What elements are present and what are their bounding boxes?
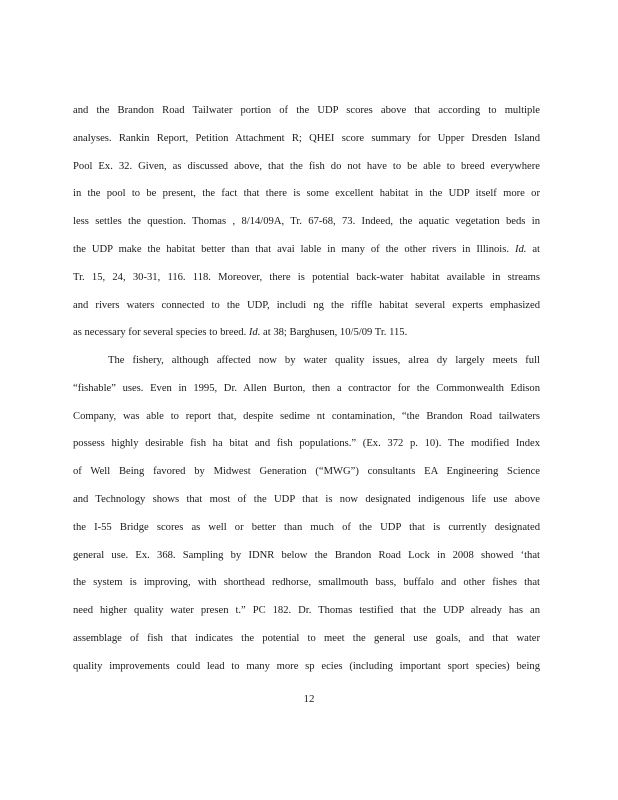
text-line: “fishable” uses. Even in 1995, Dr. Allen Burton, then a contractor for the Commonwealth Edison bbox=[73, 382, 540, 394]
text-line: the I-55 Bridge scores as well or better than much of the UDP that is currently designated bbox=[73, 521, 540, 533]
text-line: of Well Being favored by Midwest Generation (“MWG”) consultants EA Engineering Science bbox=[73, 466, 540, 478]
text-line: analyses. Rankin Report, Petition Attachment R; QHEI score summary for Upper Dresden Island bbox=[73, 132, 540, 144]
text-line: need higher quality water presen t.” PC 182. Dr. Thomas testified that the UDP already has an bbox=[73, 605, 540, 617]
text-line: and rivers waters connected to the UDP, includi ng the riffle habitat several experts emphasized bbox=[73, 299, 540, 311]
text-line: Tr. 15, 24, 30-31, 116. 118. Moreover, there is potential back-water habitat available in streams bbox=[73, 271, 540, 283]
text-line: assemblage of fish that indicates the potential to meet the general use goals, and that water bbox=[73, 633, 540, 644]
text-line: and Technology shows that most of the UDP that is now designated indigenous life use above bbox=[73, 494, 540, 505]
text-line: Company, was able to report that, despite sedime nt contamination, “the Brandon Road tailwaters bbox=[73, 410, 540, 422]
text-line: Pool Ex. 32. Given, as discussed above, that the fish do not have to be able to breed everywhere bbox=[73, 160, 540, 172]
text-line: the UDP make the habitat better than that avai lable in many of the other rivers in Illinois. Id. at bbox=[73, 244, 540, 255]
text-line: the system is improving, with shorthead redhorse, smallmouth bass, buffalo and other fishes that bbox=[73, 577, 540, 589]
text-line: general use. Ex. 368. Sampling by IDNR below the Brandon Road Lock in 2008 showed ‘that bbox=[73, 549, 540, 561]
text-line: and the Brandon Road Tailwater portion of the UDP scores above that according to multiple bbox=[73, 105, 540, 116]
page-number: 12 bbox=[303, 693, 315, 705]
text-line: as necessary for several species to breed. Id. at 38; Barghusen, 10/5/09 Tr. 115. bbox=[73, 327, 408, 339]
text-line: The fishery, although affected now by water quality issues, alrea dy largely meets full bbox=[108, 355, 540, 366]
text-line: possess highly desirable fish ha bitat and fish populations.” (Ex. 372 p. 10). The modified Index bbox=[73, 438, 540, 450]
text-line: quality improvements could lead to many more sp ecies (including important sport species) being bbox=[73, 660, 540, 672]
text-line: less settles the question. Thomas , 8/14/09A, Tr. 67-68, 73. Indeed, the aquatic vegetation beds in bbox=[73, 216, 540, 228]
text-line: in the pool to be present, the fact that there is some excellent habitat in the UDP itself more or bbox=[73, 188, 540, 200]
